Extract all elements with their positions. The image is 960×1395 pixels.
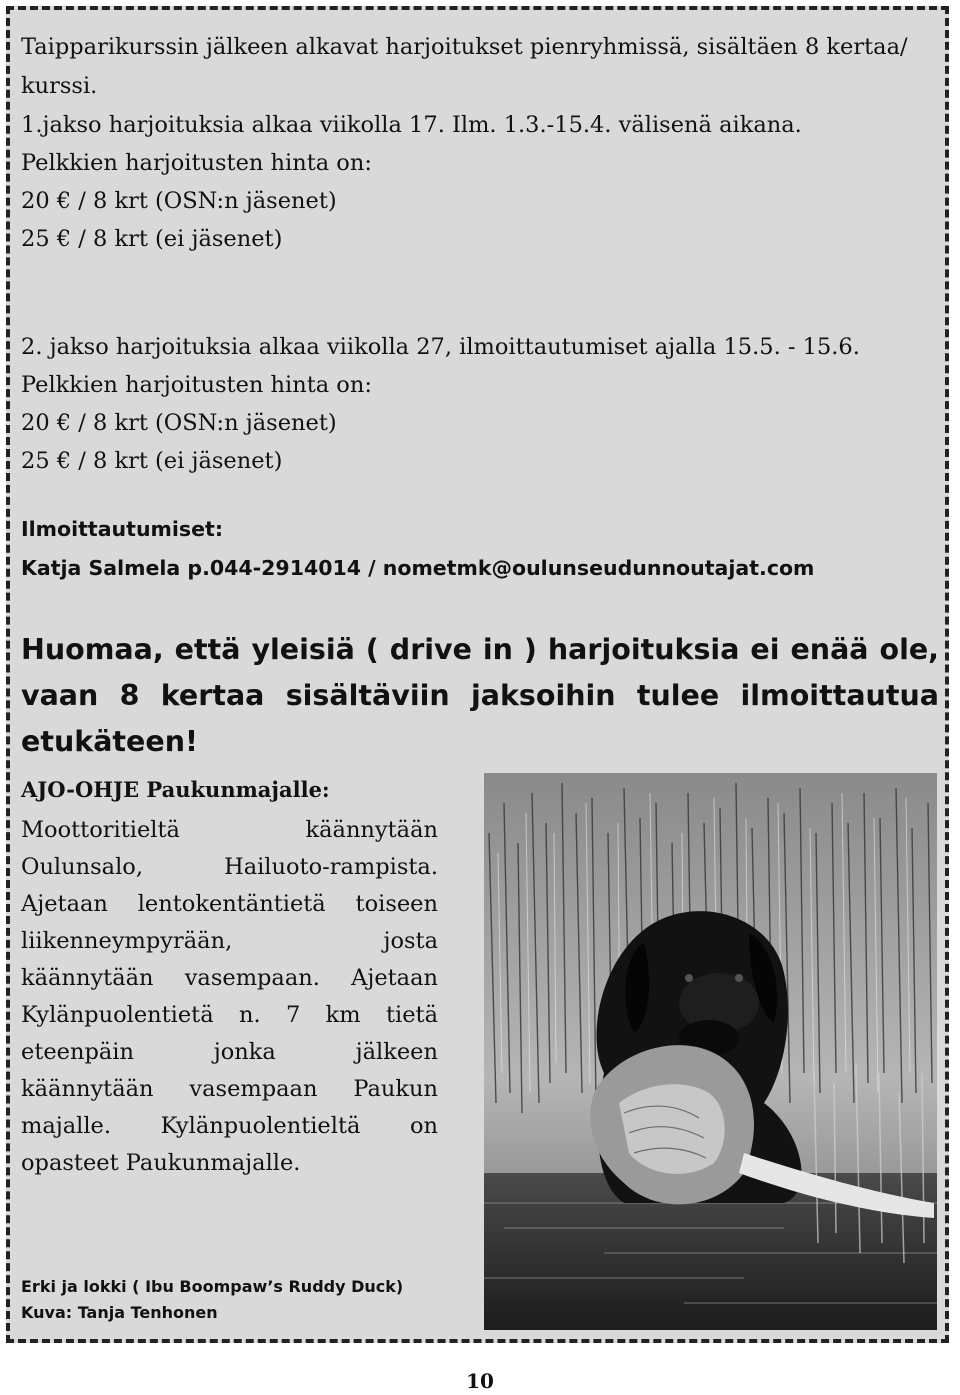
directions-heading: AJO-OHJE Paukunmajalle: <box>21 777 330 802</box>
registration-contact: Katja Salmela p.044-2914014 / nometmk@oulunseudunnoutajat.com <box>21 556 815 580</box>
dog-retrieving-bird-image <box>484 773 937 1330</box>
directions-line: Ajetaan lentokentäntietä toiseen <box>21 891 438 917</box>
directions-line: majalle. Kylänpuolentieltä on <box>21 1113 438 1139</box>
price-nonmember-1: 25 € / 8 krt (ei jäsenet) <box>21 226 283 252</box>
period1-line: 1.jakso harjoituksia alkaa viikolla 17. Ilm. 1.3.-15.4. välisenä aikana. <box>21 112 802 138</box>
directions-line: käännytään vasempaan. Ajetaan <box>21 965 438 991</box>
intro-line-cont: kurssi. <box>21 73 98 99</box>
intro-line: Taipparikurssin jälkeen alkavat harjoitukset pienryhmissä, sisältäen 8 kertaa/ <box>21 34 908 60</box>
directions-line: eteenpäin jonka jälkeen <box>21 1039 438 1065</box>
notice-text: Huomaa, että yleisiä ( drive in ) harjoituksia ei enää ole, vaan 8 kertaa sisältäviin jaksoihin tulee ilmoittautua etukäteen! <box>21 633 939 758</box>
directions-text <box>21 812 438 1182</box>
price-heading-1: Pelkkien harjoitusten hinta on: <box>21 150 372 176</box>
dog-photo <box>484 773 937 1330</box>
price-nonmember-2: 25 € / 8 krt (ei jäsenet) <box>21 448 283 474</box>
period2-line: 2. jakso harjoituksia alkaa viikolla 27, ilmoittautumiset ajalla 15.5. - 15.6. <box>21 334 860 360</box>
price-member-2: 20 € / 8 krt (OSN:n jäsenet) <box>21 410 337 436</box>
page-number: 10 <box>466 1369 494 1393</box>
directions-line: Oulunsalo, Hailuoto-rampista. <box>21 854 438 880</box>
price-member-1: 20 € / 8 krt (OSN:n jäsenet) <box>21 188 337 214</box>
photo-caption: Erki ja lokki ( Ibu Boompaw’s Ruddy Duck) <box>21 1277 404 1296</box>
directions-line: käännytään vasempaan Paukun <box>21 1076 438 1102</box>
photo-credit: Kuva: Tanja Tenhonen <box>21 1303 218 1322</box>
directions-line: Moottoritieltä käännytään <box>21 817 438 843</box>
directions-line: Kylänpuolentietä n. 7 km tietä <box>21 1002 438 1028</box>
registration-heading: Ilmoittautumiset: <box>21 517 224 541</box>
directions-line: opasteet Paukunmajalle. <box>21 1150 301 1176</box>
directions-line: liikenneympyrään, josta <box>21 928 438 954</box>
price-heading-2: Pelkkien harjoitusten hinta on: <box>21 372 372 398</box>
